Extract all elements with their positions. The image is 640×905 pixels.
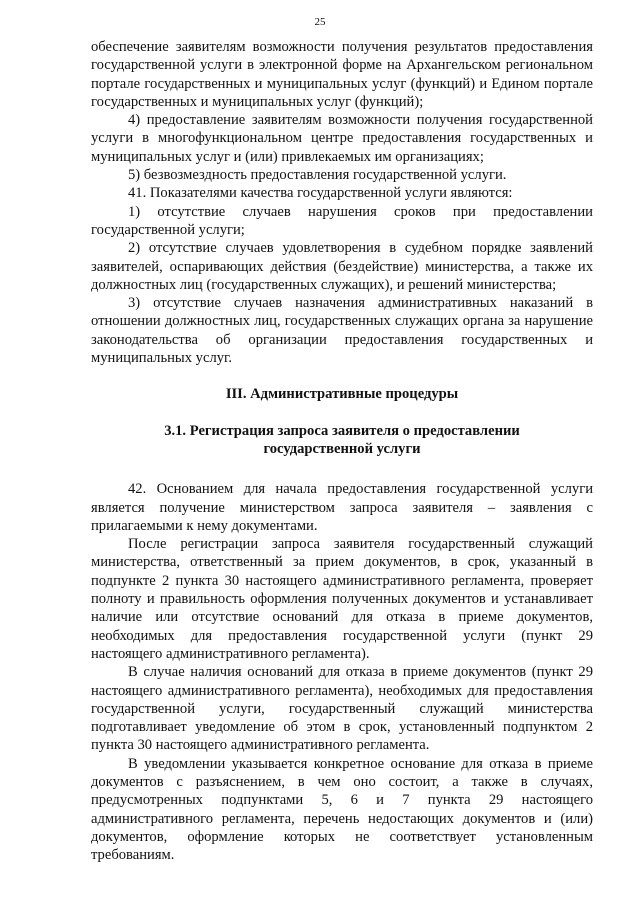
document-body (91, 38, 593, 864)
paragraph-after-registration: После регистрации запроса заявителя государственный служащий министерства, ответственный за прием документов, в срок, указанный в подпункте 2 пункта 30 настоящего административного регламента, проверяет полноту и правильность оформления полученных документов и устанавливает наличие или отсутствие оснований для отказа в приеме документов, необходимых для предоставления государственной услуги (пункт 29 настоящего административного регламента). (91, 536, 593, 662)
paragraph-item-4: 4) предоставление заявителям возможности получения государственной услуги в многофункциональном центре предоставления государственных и муниципальных услуг и (или) привлекаемых им организациях; (91, 112, 593, 165)
subsection-heading: 3.1. Регистрация запроса заявителя о предоставлении государственной услуги (164, 422, 520, 457)
paragraph-portal: обеспечение заявителям возможности получения результатов предоставления государственной услуги в электронной форме на Архангельском региональном портале государственных и муниципальных услуг (функций) и Едином портале государственных и муниципальных услуг (функций); (91, 39, 593, 110)
page-number: 25 (314, 16, 326, 28)
paragraph-refusal-grounds: В случае наличия оснований для отказа в приеме документов (пункт 29 настоящего административного регламента), необходимых для предоставления государственной услуги, государственный служащий министерства подготавливает уведомление об этом в срок, установленный подпунктом 2 пункта 30 настоящего административного регламента. (91, 664, 593, 754)
paragraph-quality-1: 1) отсутствие случаев нарушения сроков при предоставлении государственной услуги; (91, 203, 593, 238)
paragraph-41: 41. Показателями качества государственной услуги являются: (128, 185, 513, 202)
paragraph-notice-content: В уведомлении указывается конкретное основание для отказа в приеме документов с разъяснением, в чем оно состоит, а также в случаях, предусмотренных подпунктами 5, 6 и 7 пункта 29 настоящего административного регламента, перечень недостающих документов и (или) документов, оформление которых не соответствует установленным требованиям. (91, 755, 593, 864)
paragraph-item-5: 5) безвозмездность предоставления государственной услуги. (128, 167, 507, 184)
paragraph-quality-3: 3) отсутствие случаев назначения административных наказаний в отношении должностных лиц, государственных служащих органа за нарушение законодательства об организации предоставления государственных и муниципальных услуг. (91, 295, 593, 367)
paragraph-42: 42. Основанием для начала предоставления государственной услуги является получение министерством запроса заявителя – заявления с прилагаемыми к нему документами. (91, 481, 593, 534)
paragraph-quality-2: 2) отсутствие случаев удовлетворения в судебном порядке заявлений заявителей, оспаривающих действия (бездействие) министерства, а также их должностных лиц (государственных служащих), и решений министерства; (91, 240, 593, 293)
section-heading: III. Административные процедуры (225, 386, 459, 403)
